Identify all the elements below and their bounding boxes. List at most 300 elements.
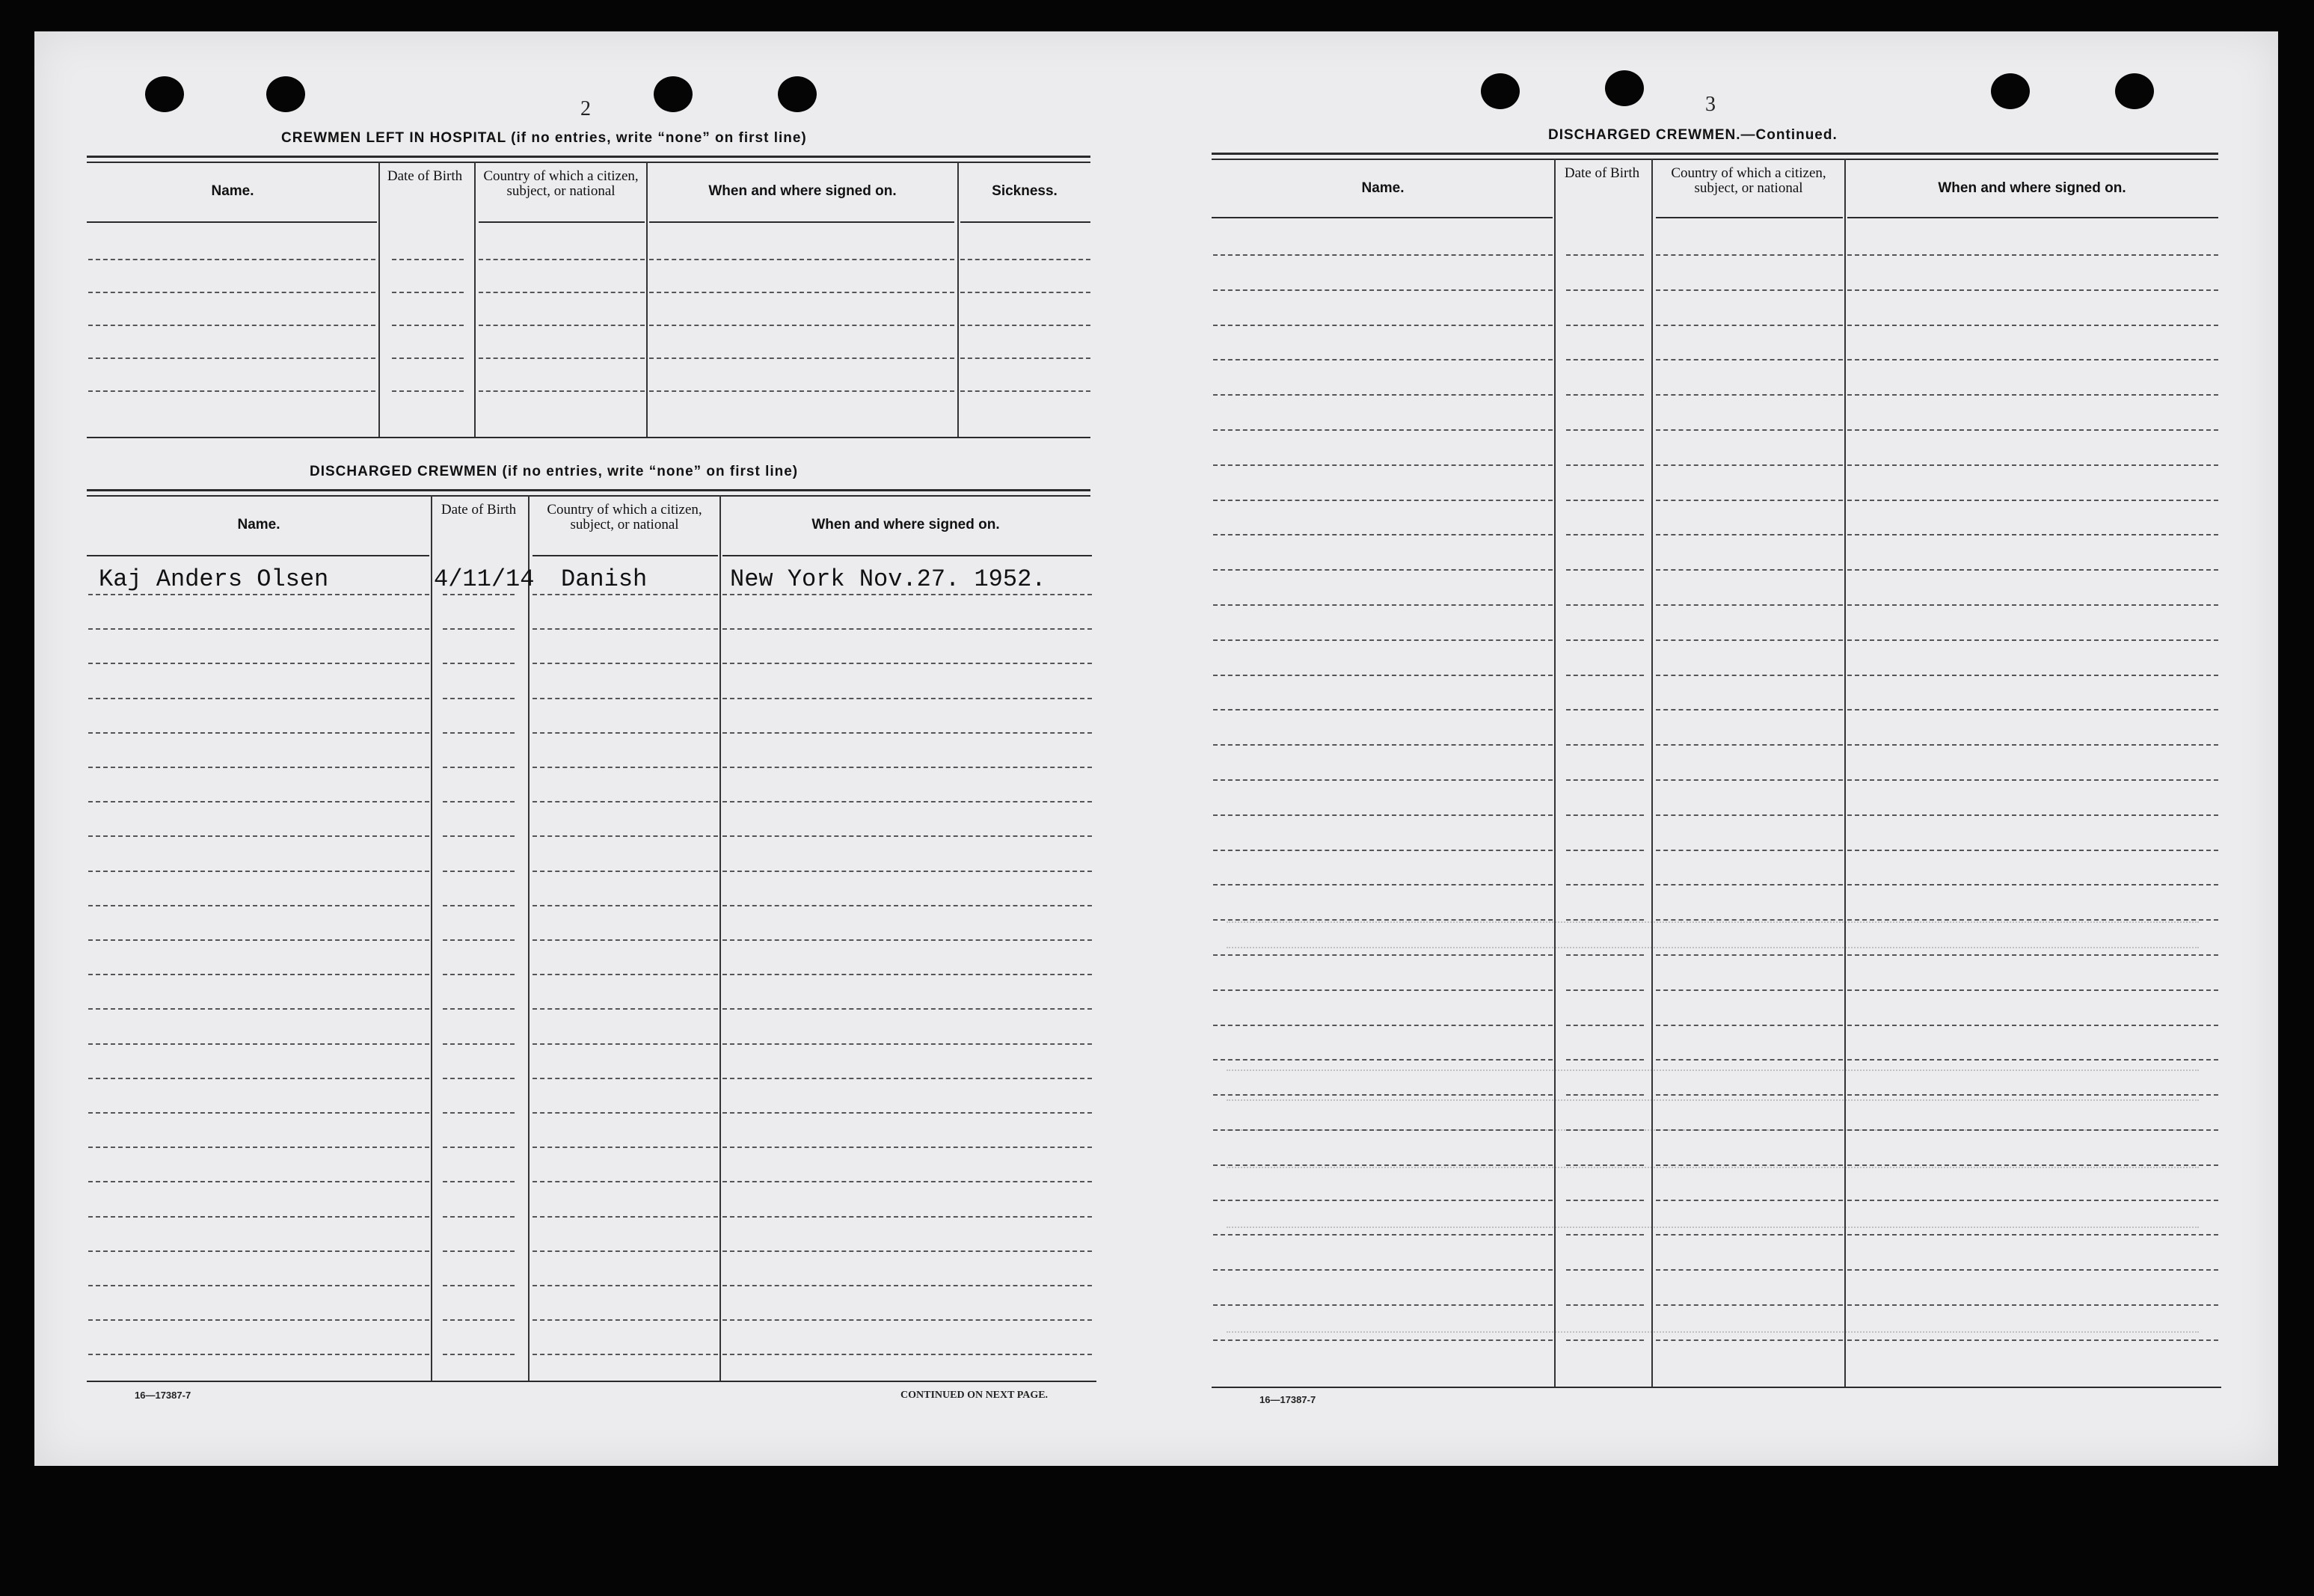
ruled-line — [1847, 919, 2218, 921]
ruled-line — [443, 1319, 515, 1321]
ruled-line — [1213, 744, 1553, 746]
header-signed-on: When and where signed on. — [811, 517, 1000, 532]
ruled-line — [722, 905, 1092, 906]
header-country: Country of which a citizen, subject, or national — [1671, 165, 1826, 196]
ruled-line — [1656, 359, 1843, 360]
ruled-line — [1566, 359, 1644, 360]
form-number-right: 16—17387-7 — [1259, 1394, 1316, 1405]
ruled-line — [1566, 289, 1644, 291]
ruled-line — [443, 974, 515, 975]
ruled-line — [722, 1250, 1092, 1252]
ruled-line — [1656, 919, 1843, 921]
ruled-line — [1847, 1269, 2218, 1271]
rule — [1847, 217, 2218, 218]
ruled-line — [1566, 919, 1644, 921]
ruled-line — [1566, 639, 1644, 641]
ruled-line — [1213, 604, 1553, 606]
ruled-line — [1847, 325, 2218, 326]
ruled-line — [443, 801, 515, 802]
ruled-line — [1566, 884, 1644, 886]
bleed-through-line — [1227, 947, 2199, 948]
ruled-line — [443, 1181, 515, 1182]
ruled-line — [649, 357, 954, 359]
ruled-line — [1847, 954, 2218, 956]
ruled-line — [1213, 779, 1553, 781]
ruled-line — [1213, 325, 1553, 326]
ruled-line — [88, 1008, 429, 1010]
ruled-line — [88, 767, 429, 768]
ruled-line — [722, 1008, 1092, 1010]
ruled-line — [1566, 744, 1644, 746]
ruled-line — [88, 1319, 429, 1321]
ruled-line — [722, 801, 1092, 802]
punch-hole — [2115, 73, 2154, 109]
ruled-line — [1847, 1339, 2218, 1341]
ruled-line — [533, 698, 718, 699]
ruled-line — [88, 1043, 429, 1045]
ruled-line — [1656, 779, 1843, 781]
ruled-line — [533, 1250, 718, 1252]
ruled-line — [88, 390, 375, 392]
ruled-line — [479, 357, 645, 359]
ruled-line — [479, 292, 645, 293]
ruled-line — [1847, 709, 2218, 710]
ruled-line — [1213, 394, 1553, 396]
ruled-line — [88, 594, 429, 595]
rule — [1212, 1387, 2221, 1388]
ruled-line — [443, 767, 515, 768]
ruled-line — [1566, 1059, 1644, 1061]
ruled-line — [1213, 919, 1553, 921]
ruled-line — [1213, 850, 1553, 851]
punch-hole — [145, 76, 184, 112]
ruled-line — [1656, 464, 1843, 466]
ruled-line — [1656, 709, 1843, 710]
ruled-line — [1566, 675, 1644, 676]
column-divider — [378, 162, 380, 437]
ruled-line — [1656, 394, 1843, 396]
ruled-line — [1656, 744, 1843, 746]
ruled-line — [443, 1354, 515, 1355]
ruled-line — [533, 1043, 718, 1045]
ruled-line — [533, 1078, 718, 1079]
ruled-line — [1656, 989, 1843, 991]
ruled-line — [392, 357, 464, 359]
ruled-line — [722, 871, 1092, 872]
rule — [87, 162, 1090, 163]
column-divider — [646, 162, 648, 437]
ruled-line — [1847, 359, 2218, 360]
ruled-line — [1566, 1200, 1644, 1201]
ruled-line — [722, 628, 1092, 630]
ruled-line — [88, 871, 429, 872]
ruled-line — [722, 835, 1092, 837]
ruled-line — [1656, 1234, 1843, 1236]
ruled-line — [1656, 850, 1843, 851]
ruled-line — [1656, 569, 1843, 571]
ruled-line — [1213, 359, 1553, 360]
ruled-line — [1656, 325, 1843, 326]
ruled-line — [443, 1250, 515, 1252]
form-number-left: 16—17387-7 — [135, 1390, 191, 1401]
ruled-line — [1847, 989, 2218, 991]
rule — [1656, 217, 1843, 218]
rule — [479, 221, 645, 223]
ruled-line — [1566, 1234, 1644, 1236]
ruled-line — [722, 1319, 1092, 1321]
ruled-line — [722, 1043, 1092, 1045]
ruled-line — [960, 292, 1090, 293]
header-signed-on: When and where signed on. — [1938, 180, 2126, 196]
ruled-line — [443, 698, 515, 699]
ruled-line — [722, 594, 1092, 595]
ruled-line — [443, 594, 515, 595]
ruled-line — [649, 259, 954, 260]
punch-hole — [654, 76, 693, 112]
column-divider — [1554, 159, 1556, 1388]
ruled-line — [649, 292, 954, 293]
ruled-line — [533, 1216, 718, 1218]
ruled-line — [1847, 779, 2218, 781]
ruled-line — [1566, 709, 1644, 710]
ruled-line — [533, 905, 718, 906]
ruled-line — [533, 974, 718, 975]
header-sickness: Sickness. — [992, 183, 1058, 199]
ruled-line — [1566, 604, 1644, 606]
ruled-line — [1566, 989, 1644, 991]
ruled-line — [1213, 289, 1553, 291]
ruled-line — [1656, 675, 1843, 676]
ruled-line — [1656, 1164, 1843, 1166]
ruled-line — [1847, 639, 2218, 641]
crewman-country: Danish — [561, 565, 648, 593]
ruled-line — [1213, 500, 1553, 501]
ruled-line — [88, 974, 429, 975]
ruled-line — [88, 1112, 429, 1114]
ruled-line — [1847, 1164, 2218, 1166]
ruled-line — [533, 628, 718, 630]
ruled-line — [88, 939, 429, 941]
ruled-line — [1847, 1304, 2218, 1306]
ruled-line — [533, 594, 718, 595]
ruled-line — [88, 357, 375, 359]
ruled-line — [722, 1147, 1092, 1148]
ruled-line — [1847, 464, 2218, 466]
bleed-through-line — [1227, 1099, 2199, 1101]
ruled-line — [1847, 394, 2218, 396]
bleed-through-line — [1227, 1167, 2199, 1168]
ruled-line — [1847, 1234, 2218, 1236]
ruled-line — [1656, 1094, 1843, 1096]
ruled-line — [1213, 639, 1553, 641]
ruled-line — [479, 259, 645, 260]
ruled-line — [1847, 1025, 2218, 1026]
ruled-line — [1213, 254, 1553, 256]
crewman-name: Kaj Anders Olsen — [99, 565, 329, 593]
rule — [87, 489, 1090, 491]
ruled-line — [722, 1354, 1092, 1355]
ruled-line — [1213, 429, 1553, 431]
rule — [960, 221, 1090, 223]
ruled-line — [443, 628, 515, 630]
ruled-line — [1566, 779, 1644, 781]
header-name: Name. — [211, 183, 254, 199]
ruled-line — [722, 767, 1092, 768]
ruled-line — [88, 1250, 429, 1252]
ruled-line — [88, 905, 429, 906]
ruled-line — [1213, 1059, 1553, 1061]
ruled-line — [1847, 675, 2218, 676]
ruled-line — [1656, 1059, 1843, 1061]
ruled-line — [722, 1112, 1092, 1114]
ruled-line — [88, 1147, 429, 1148]
ruled-line — [1847, 1200, 2218, 1201]
ruled-line — [392, 292, 464, 293]
rule — [87, 437, 1090, 438]
ruled-line — [1213, 569, 1553, 571]
ruled-line — [1656, 1025, 1843, 1026]
bleed-through-line — [1227, 1227, 2199, 1228]
ruled-line — [1566, 394, 1644, 396]
ruled-line — [88, 663, 429, 664]
ruled-line — [533, 1181, 718, 1182]
continued-note: CONTINUED ON NEXT PAGE. — [900, 1390, 1049, 1401]
ruled-line — [1847, 289, 2218, 291]
ruled-line — [1847, 850, 2218, 851]
ruled-line — [443, 1043, 515, 1045]
ruled-line — [1656, 884, 1843, 886]
ruled-line — [88, 698, 429, 699]
ruled-line — [533, 939, 718, 941]
rule — [87, 555, 429, 556]
ruled-line — [1656, 954, 1843, 956]
column-divider — [474, 162, 476, 437]
ruled-line — [1213, 1200, 1553, 1201]
header-date-of-birth: Date of Birth — [441, 502, 517, 518]
ruled-line — [722, 1078, 1092, 1079]
ruled-line — [722, 1216, 1092, 1218]
ruled-line — [443, 905, 515, 906]
rule — [1212, 217, 1553, 218]
ruled-line — [1566, 500, 1644, 501]
ruled-line — [88, 1078, 429, 1079]
header-signed-on: When and where signed on. — [708, 183, 897, 199]
ruled-line — [443, 1008, 515, 1010]
ruled-line — [1566, 1269, 1644, 1271]
ruled-line — [1213, 814, 1553, 816]
ruled-line — [443, 939, 515, 941]
ruled-line — [649, 390, 954, 392]
ruled-line — [1213, 1269, 1553, 1271]
ruled-line — [533, 1112, 718, 1114]
ruled-line — [88, 835, 429, 837]
ruled-line — [1847, 814, 2218, 816]
ruled-line — [1566, 1094, 1644, 1096]
ruled-line — [1213, 1234, 1553, 1236]
header-country: Country of which a citizen, subject, or national — [547, 502, 702, 532]
page-number-left: 2 — [580, 97, 591, 120]
ruled-line — [1566, 254, 1644, 256]
ruled-line — [1213, 1025, 1553, 1026]
ruled-line — [1847, 884, 2218, 886]
header-country: Country of which a citizen, subject, or national — [483, 168, 639, 199]
bleed-through-line — [1227, 921, 2199, 923]
ruled-line — [443, 732, 515, 734]
ruled-line — [1213, 675, 1553, 676]
ruled-line — [533, 835, 718, 837]
ruled-line — [960, 357, 1090, 359]
ruled-line — [1656, 1339, 1843, 1341]
column-divider — [431, 495, 432, 1382]
rule — [87, 1381, 1096, 1382]
rule — [533, 555, 718, 556]
ruled-line — [392, 259, 464, 260]
ruled-line — [479, 325, 645, 326]
ruled-line — [533, 1319, 718, 1321]
ruled-line — [1656, 1200, 1843, 1201]
ruled-line — [1566, 1164, 1644, 1166]
hospital-section-title: CREWMEN LEFT IN HOSPITAL (if no entries, write “none” on first line) — [281, 130, 807, 146]
ruled-line — [443, 1078, 515, 1079]
header-date-of-birth: Date of Birth — [1564, 165, 1640, 181]
page-number-right: 3 — [1705, 93, 1716, 116]
ruled-line — [1566, 464, 1644, 466]
ruled-line — [88, 292, 375, 293]
ruled-line — [1847, 254, 2218, 256]
ruled-line — [722, 698, 1092, 699]
ruled-line — [533, 801, 718, 802]
column-divider — [1651, 159, 1653, 1388]
header-name: Name. — [1361, 180, 1405, 196]
bleed-through-line — [1227, 1129, 2199, 1131]
crewman-date-of-birth: 4/11/14 — [434, 565, 535, 593]
rule — [649, 221, 954, 223]
ruled-line — [1213, 534, 1553, 535]
ruled-line — [722, 1285, 1092, 1286]
ruled-line — [533, 1147, 718, 1148]
rule — [87, 221, 377, 223]
punch-hole — [1605, 70, 1644, 106]
ruled-line — [1847, 569, 2218, 571]
ruled-line — [1847, 500, 2218, 501]
ruled-line — [533, 1008, 718, 1010]
punch-hole — [778, 76, 817, 112]
ruled-line — [722, 974, 1092, 975]
ruled-line — [1656, 814, 1843, 816]
ruled-line — [1566, 954, 1644, 956]
ruled-line — [722, 1181, 1092, 1182]
ruled-line — [722, 663, 1092, 664]
punch-hole — [1991, 73, 2030, 109]
ruled-line — [1213, 1339, 1553, 1341]
ruled-line — [1213, 989, 1553, 991]
ruled-line — [1566, 429, 1644, 431]
ruled-line — [1213, 1164, 1553, 1166]
ruled-line — [1213, 709, 1553, 710]
bleed-through-line — [1227, 1069, 2199, 1071]
ruled-line — [88, 732, 429, 734]
column-divider — [1844, 159, 1846, 1388]
rule — [722, 555, 1092, 556]
ruled-line — [443, 1285, 515, 1286]
ruled-line — [533, 767, 718, 768]
ruled-line — [88, 325, 375, 326]
ruled-line — [960, 259, 1090, 260]
ruled-line — [1213, 1304, 1553, 1306]
ruled-line — [1847, 1094, 2218, 1096]
ruled-line — [1566, 1304, 1644, 1306]
ruled-line — [722, 939, 1092, 941]
discharged-continued-title: DISCHARGED CREWMEN.—Continued. — [1548, 127, 1838, 143]
ruled-line — [443, 1112, 515, 1114]
ruled-line — [392, 390, 464, 392]
rule — [1212, 159, 2218, 160]
ruled-line — [88, 628, 429, 630]
column-divider — [957, 162, 959, 437]
ruled-line — [960, 390, 1090, 392]
ruled-line — [392, 325, 464, 326]
ruled-line — [1213, 464, 1553, 466]
discharged-section-title: DISCHARGED CREWMEN (if no entries, write “none” on first line) — [310, 464, 799, 479]
ruled-line — [1847, 429, 2218, 431]
ruled-line — [1656, 639, 1843, 641]
ruled-line — [1566, 534, 1644, 535]
ruled-line — [1213, 954, 1553, 956]
ruled-line — [1566, 850, 1644, 851]
ruled-line — [1566, 1025, 1644, 1026]
ruled-line — [88, 1354, 429, 1355]
bleed-through-line — [1227, 1331, 2199, 1333]
crewman-signed-on: New York Nov.27. 1952. — [730, 565, 1046, 593]
ruled-line — [1656, 1269, 1843, 1271]
rule — [87, 156, 1090, 158]
ruled-line — [533, 663, 718, 664]
header-date-of-birth: Date of Birth — [387, 168, 463, 184]
ruled-line — [1566, 1339, 1644, 1341]
column-divider — [719, 495, 721, 1382]
ruled-line — [1656, 500, 1843, 501]
ruled-line — [533, 732, 718, 734]
ruled-line — [1656, 429, 1843, 431]
ruled-line — [1847, 534, 2218, 535]
ruled-line — [960, 325, 1090, 326]
ruled-line — [1656, 534, 1843, 535]
header-name: Name. — [237, 517, 280, 532]
ruled-line — [479, 390, 645, 392]
ruled-line — [1847, 604, 2218, 606]
ruled-line — [443, 1216, 515, 1218]
ruled-line — [88, 1181, 429, 1182]
ruled-line — [88, 1216, 429, 1218]
ruled-line — [1566, 814, 1644, 816]
ruled-line — [1847, 744, 2218, 746]
ruled-line — [1656, 254, 1843, 256]
ruled-line — [1566, 569, 1644, 571]
ruled-line — [88, 259, 375, 260]
ruled-line — [443, 871, 515, 872]
ruled-line — [1656, 604, 1843, 606]
ruled-line — [1213, 884, 1553, 886]
column-divider — [528, 495, 530, 1382]
ruled-line — [649, 325, 954, 326]
ruled-line — [1213, 1094, 1553, 1096]
ruled-line — [443, 663, 515, 664]
ruled-line — [533, 1285, 718, 1286]
ruled-line — [722, 732, 1092, 734]
rule — [87, 495, 1090, 497]
punch-hole — [1481, 73, 1520, 109]
punch-hole — [266, 76, 305, 112]
